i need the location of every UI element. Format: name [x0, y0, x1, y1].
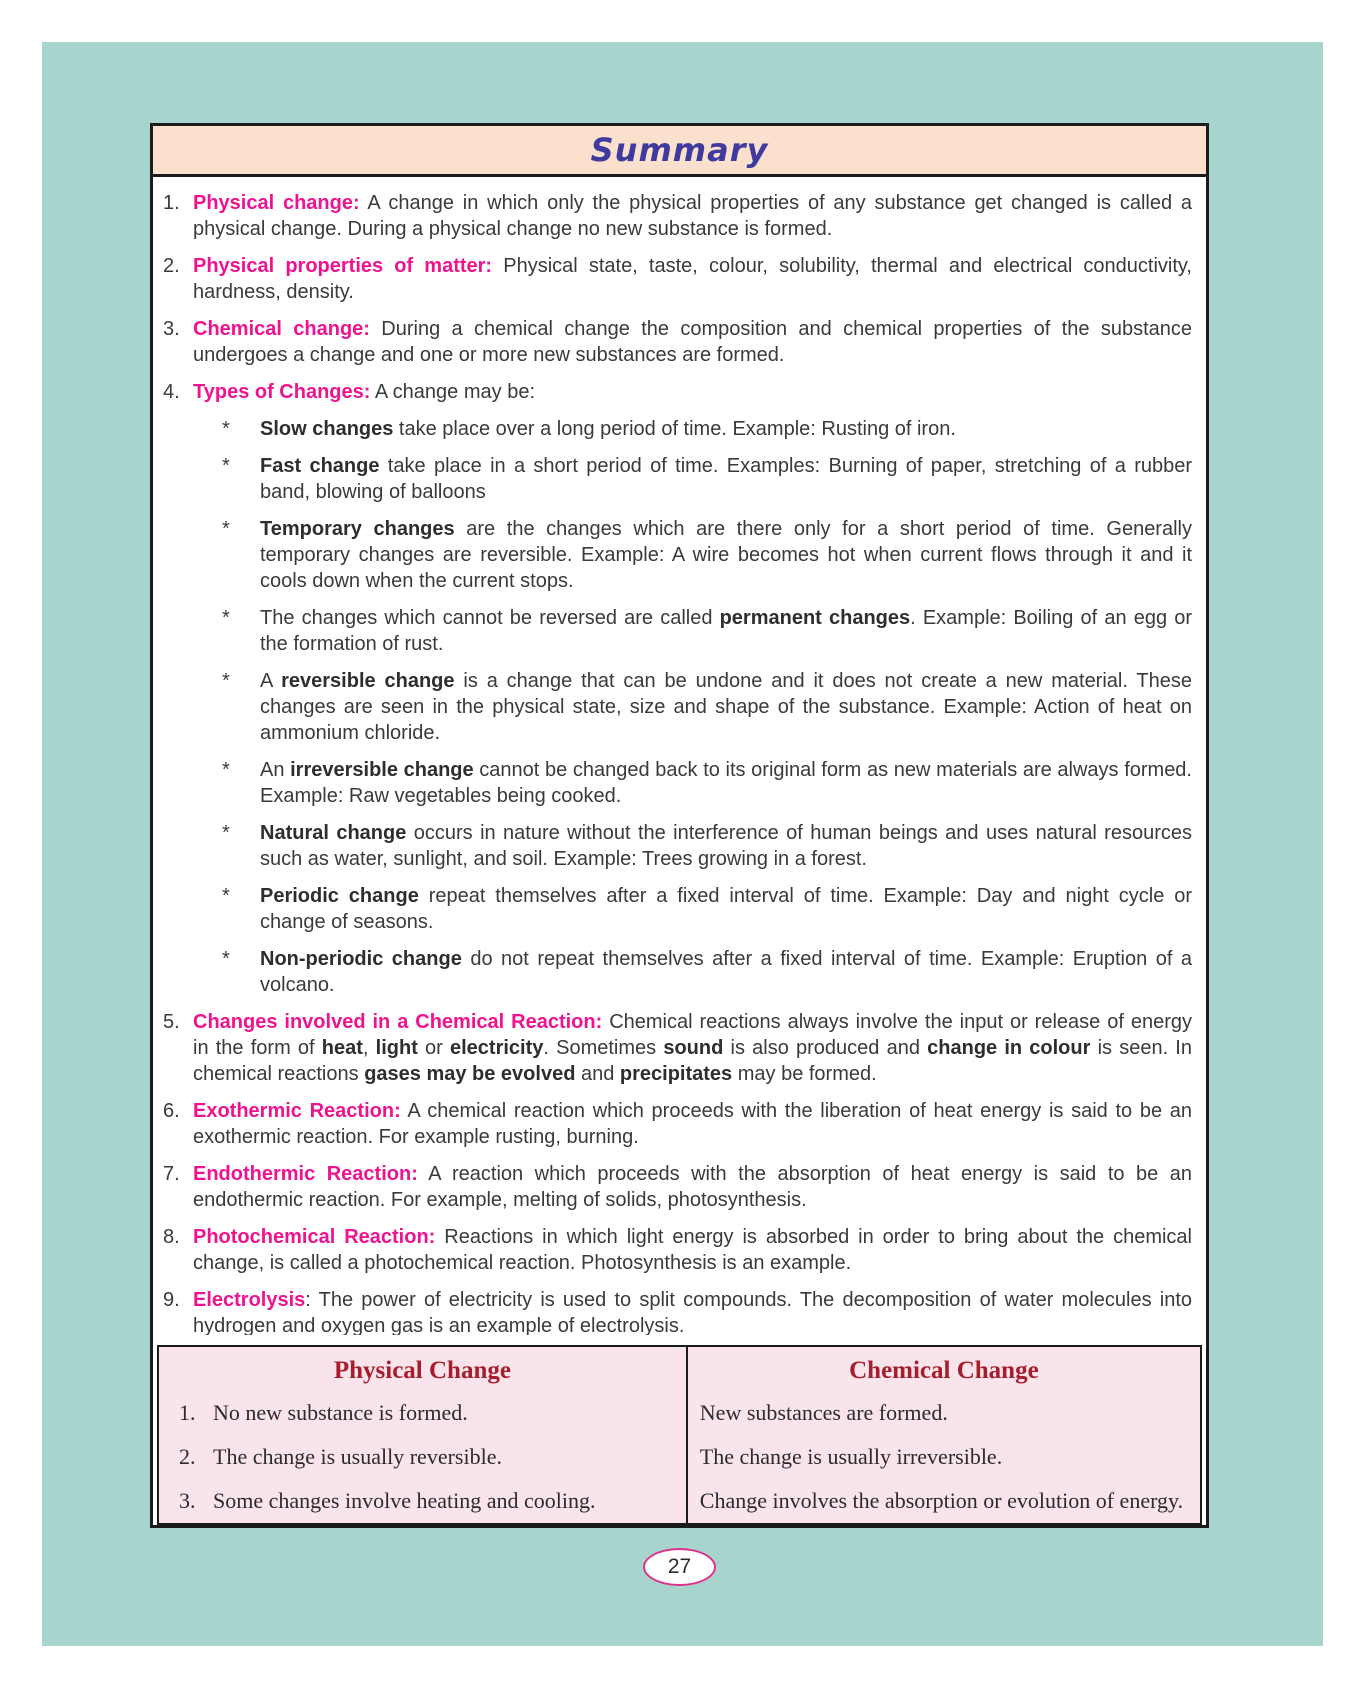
- summary-header: [153, 126, 1206, 177]
- table-header-row: [158, 1346, 1201, 1391]
- chemical-change-cell: Change involves the absorption or evolution of energy.: [699, 1488, 1184, 1513]
- item-body-text: repeat themselves after a fixed interval of time. Example: Day and night cycle or change of seasons.: [260, 885, 1192, 933]
- item-bold-text: gases may be evolved: [364, 1063, 576, 1085]
- item-heading: Changes involved in a Chemical Reaction:: [193, 1011, 603, 1033]
- item-number: 5.: [163, 1011, 180, 1033]
- item-heading: Photochemical Reaction:: [193, 1226, 436, 1248]
- bullet-marker: *: [222, 455, 230, 477]
- item-body-text: and: [575, 1063, 620, 1085]
- summary-bullet-item: [222, 883, 1192, 935]
- summary-bullet-item: [222, 453, 1192, 505]
- summary-numbered-item: [163, 316, 1192, 368]
- table-row: [158, 1479, 1201, 1524]
- item-number: 1.: [163, 192, 180, 214]
- item-body-text: A change in which only the physical properties of any substance get changed is called a physical change. During a physical change no new substance is formed.: [193, 192, 1192, 240]
- item-text: [260, 820, 1192, 872]
- item-body-text: : The power of electricity is used to split compounds. The decomposition of water molecules into hydrogen and oxygen gas is an example of electrolysis.: [193, 1289, 1192, 1335]
- item-body-text: cannot be changed back to its original form as new materials are always formed. Example: Raw vegetables being cooked.: [260, 759, 1192, 807]
- summary-box: [150, 123, 1209, 1528]
- item-text: [193, 190, 1192, 242]
- item-heading: Endothermic Reaction:: [193, 1163, 418, 1185]
- item-body-text: Chemical reactions always involve the input or release of energy in the form of: [193, 1011, 1192, 1059]
- summary-numbered-item: [163, 379, 1192, 405]
- item-number: 3.: [163, 318, 180, 340]
- physical-change-cell: [158, 1391, 687, 1435]
- item-number: 6.: [163, 1100, 180, 1122]
- comparison-table: [157, 1345, 1202, 1525]
- item-bold-text: Temporary changes: [260, 518, 455, 540]
- row-number: 2.: [179, 1444, 196, 1469]
- bullet-marker: *: [222, 759, 230, 781]
- item-text: [193, 316, 1192, 368]
- summary-numbered-item: [163, 1098, 1192, 1150]
- summary-numbered-item: [163, 190, 1192, 242]
- item-body-text: During a chemical change the composition and chemical properties of the substance undergoes a change and one or more new substances are formed.: [193, 318, 1192, 366]
- item-body-text: . Example: Boiling of an egg or the formation of rust.: [260, 607, 1192, 655]
- item-text: [193, 1287, 1192, 1335]
- physical-change-text: Some changes involve heating and cooling.: [213, 1488, 596, 1513]
- page-number: 27: [667, 1555, 692, 1578]
- item-text: [193, 1098, 1192, 1150]
- item-heading: Electrolysis: [193, 1289, 306, 1311]
- summary-bullet-item: [222, 416, 1192, 442]
- physical-change-text: No new substance is formed.: [213, 1400, 468, 1425]
- item-heading: Physical change:: [193, 192, 360, 214]
- item-body-text: A change may be:: [370, 381, 535, 403]
- summary-numbered-item: [163, 1161, 1192, 1213]
- item-bold-text: reversible change: [281, 670, 455, 692]
- item-text: [193, 1161, 1192, 1213]
- row-number: 1.: [179, 1400, 196, 1425]
- item-heading: Physical properties of matter:: [193, 255, 493, 277]
- item-body-text: . Sometimes: [543, 1037, 664, 1059]
- item-body-text: or: [417, 1037, 450, 1059]
- item-text: [260, 416, 1192, 442]
- item-body-text: is seen. In chemical reactions: [193, 1037, 1192, 1085]
- table-row: [158, 1435, 1201, 1479]
- bullet-marker: *: [222, 670, 230, 692]
- summary-numbered-item: [163, 253, 1192, 305]
- table-body: [158, 1391, 1201, 1524]
- item-heading: Types of Changes:: [193, 381, 371, 403]
- item-bold-text: electricity: [450, 1037, 544, 1059]
- item-bold-text: light: [375, 1037, 418, 1059]
- item-bold-text: Fast change: [260, 455, 380, 477]
- table-row: [158, 1391, 1201, 1435]
- item-bold-text: heat: [321, 1037, 363, 1059]
- item-text: [193, 379, 1192, 405]
- summary-bullet-item: [222, 820, 1192, 872]
- item-number: 4.: [163, 381, 180, 403]
- summary-numbered-item: [163, 1224, 1192, 1276]
- item-body-text: An: [260, 759, 291, 781]
- row-number: 3.: [179, 1488, 196, 1513]
- bullet-marker: *: [222, 418, 230, 440]
- item-bold-text: Natural change: [260, 822, 407, 844]
- item-heading: Chemical change:: [193, 318, 370, 340]
- summary-numbered-item: [163, 1009, 1192, 1087]
- item-text: [193, 253, 1192, 305]
- item-text: [260, 453, 1192, 505]
- summary-bullet-item: [222, 946, 1192, 998]
- comparison-table-wrap: [157, 1345, 1202, 1525]
- summary-numbered-item: [163, 1287, 1192, 1335]
- item-number: 2.: [163, 255, 180, 277]
- item-bold-text: irreversible change: [290, 759, 474, 781]
- item-body-text: Physical state, taste, colour, solubility, thermal and electrical conductivity, hardness, density.: [193, 255, 1192, 303]
- item-body-text: take place in a short period of time. Examples: Burning of paper, stretching of a rubber band, blowing of balloons: [260, 455, 1193, 503]
- table-header-physical-change: Physical Change: [158, 1346, 687, 1391]
- item-bold-text: permanent changes: [719, 607, 911, 629]
- summary-bullet-item: [222, 516, 1192, 594]
- item-text: [193, 1224, 1192, 1276]
- item-bold-text: Slow changes: [260, 418, 394, 440]
- bullet-marker: *: [222, 948, 230, 970]
- item-body-text: are the changes which are there only for a short period of time. Generally temporary changes are reversible. Example: A wire becomes hot when current flows through it and it cools down when the current stops.: [260, 518, 1192, 592]
- item-body-text: do not repeat themselves after a fixed interval of time. Example: Eruption of a volcano.: [260, 948, 1193, 996]
- page-title: Summary: [590, 131, 769, 169]
- bullet-marker: *: [222, 518, 230, 540]
- item-body-text: is a change that can be undone and it does not create a new material. These changes are seen in the physical state, size and shape of the substance. Example: Action of heat on ammonium chloride.: [260, 670, 1193, 744]
- item-body-text: A reaction which proceeds with the absorption of heat energy is said to be an endothermic reaction. For example, melting of solids, photosynthesis.: [193, 1163, 1193, 1211]
- item-body-text: is also produced and: [723, 1037, 928, 1059]
- item-body-text: A: [260, 670, 282, 692]
- item-text: [260, 516, 1192, 594]
- bullet-marker: *: [222, 607, 230, 629]
- item-bold-text: precipitates: [619, 1063, 733, 1085]
- item-body-text: A chemical reaction which proceeds with the liberation of heat energy is said to be an exothermic reaction. For example rusting, burning.: [193, 1100, 1193, 1148]
- chemical-change-cell: New substances are formed.: [699, 1400, 948, 1425]
- physical-change-cell: [158, 1479, 687, 1524]
- item-text: [260, 668, 1192, 746]
- summary-bullet-item: [222, 668, 1192, 746]
- item-body-text: ,: [362, 1037, 376, 1059]
- table-header-chemical-change: Chemical Change: [849, 1357, 1039, 1384]
- item-body-text: The changes which cannot be reversed are called: [260, 607, 720, 629]
- item-text: [260, 883, 1192, 935]
- item-body-text: Reactions in which light energy is absorbed in order to bring about the chemical change, is called a photochemical reaction. Photosynthesis is an example.: [193, 1226, 1192, 1274]
- item-number: 7.: [163, 1163, 180, 1185]
- item-bold-text: change in colour: [927, 1037, 1091, 1059]
- item-text: [260, 946, 1192, 998]
- item-text: [260, 757, 1192, 809]
- chemical-change-cell: The change is usually irreversible.: [699, 1444, 1003, 1469]
- item-body-text: may be formed.: [732, 1063, 877, 1085]
- item-body-text: occurs in nature without the interference of human beings and uses natural resources such as water, sunlight, and soil. Example: Trees growing in a forest.: [260, 822, 1192, 870]
- page-number-badge: [643, 1548, 716, 1586]
- summary-bullet-item: [222, 605, 1192, 657]
- item-bold-text: Non-periodic change: [260, 948, 462, 970]
- item-number: 9.: [163, 1289, 180, 1311]
- bullet-marker: *: [222, 822, 230, 844]
- item-body-text: take place over a long period of time. Example: Rusting of iron.: [393, 418, 956, 440]
- bullet-marker: *: [222, 885, 230, 907]
- item-bold-text: sound: [663, 1037, 724, 1059]
- summary-bullet-item: [222, 757, 1192, 809]
- physical-change-cell: [158, 1435, 687, 1479]
- item-bold-text: Periodic change: [260, 885, 419, 907]
- item-heading: Exothermic Reaction:: [193, 1100, 401, 1122]
- physical-change-text: The change is usually reversible.: [213, 1444, 502, 1469]
- item-text: [193, 1009, 1192, 1087]
- summary-list: [153, 177, 1206, 1335]
- item-text: [260, 605, 1192, 657]
- item-number: 8.: [163, 1226, 180, 1248]
